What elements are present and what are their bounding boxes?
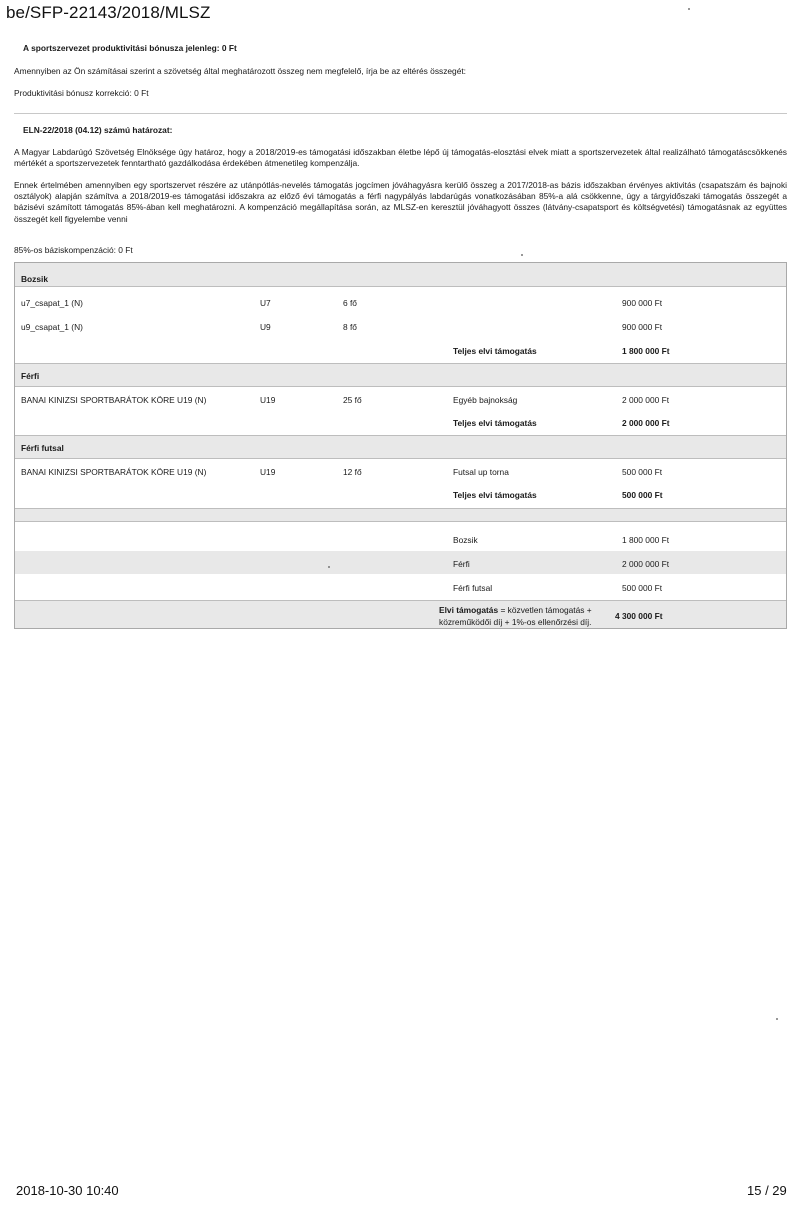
total-label: Teljes elvi támogatás [453,490,537,500]
total-amount: 2 000 000 Ft [622,418,670,428]
summary-label: Bozsik [453,535,478,545]
competition: Futsal up torna [453,467,509,477]
summary-amount: 1 800 000 Ft [622,535,670,545]
base-compensation: 85%-os báziskompenzáció: 0 Ft [14,245,133,255]
support-table [14,262,787,629]
summary-amount: 500 000 Ft [622,583,663,593]
total-label: Teljes elvi támogatás [453,346,537,356]
scan-speck [328,566,330,568]
team-name: u9_csapat_1 (N) [21,322,83,332]
group-heading: Férfi futsal [21,443,64,453]
amount: 500 000 Ft [622,467,663,477]
age-group: U19 [260,395,276,405]
resolution-paragraph-2: Ennek értelmében amennyiben egy sportszervet részére az utánpótlás-nevelés támogatás jogcímen jóváhagyásra kerülő összeg a 2017/2018-as bázis időszakban érvényes aktivitás (csapatszám és bajnoki osztályok) alapján számítva a 2018/2019-es támogatási időszakra az előző évi támogatás a férfi nagypályás labdarúgás vonatkozásában 85%-a alá csökkenne, úgy a tárgyidőszaki támogatás összegét a bázisévi számított támogatás 85%-ában kell meghatározni. A kompenzáció megállapítása során, az MLSZ-en keresztül jóváhagyott összes (látvány-csapatsport és költségvetési) támogatásnak az együttes összegét kell figyelembe venni [14,180,787,224]
player-count: 12 fő [343,467,362,477]
scan-speck [521,254,523,256]
player-count: 8 fő [343,322,357,332]
grand-total-label [439,605,609,628]
resolution-title: ELN-22/2018 (04.12) számú határozat: [23,125,173,135]
print-datetime: 2018-10-30 10:40 [16,1183,119,1198]
scan-speck [776,1018,778,1020]
summary-label: Férfi [453,559,470,569]
productivity-instruction: Amennyiben az Ön számításai szerint a szövetség által meghatározott összeg nem megfelelő, írja be az eltérés összegét: [14,66,467,76]
player-count: 6 fő [343,298,357,308]
age-group: U7 [260,298,271,308]
summary-band [15,551,786,574]
productivity-correction: Produktivitási bónusz korrekció: 0 Ft [14,88,149,98]
section-divider [14,113,787,114]
total-amount: 1 800 000 Ft [622,346,670,356]
age-group: U9 [260,322,271,332]
team-name: u7_csapat_1 (N) [21,298,83,308]
grand-total-band [15,600,786,628]
productivity-title: A sportszervezet produktivitási bónusza jelenleg: 0 Ft [23,43,237,53]
group-header-band [15,363,786,386]
competition: Egyéb bajnokság [453,395,518,405]
amount: 2 000 000 Ft [622,395,670,405]
group-heading: Férfi [21,371,40,381]
group-header-band [15,435,786,458]
total-label: Teljes elvi támogatás [453,418,537,428]
document-reference: be/SFP-22143/2018/MLSZ [6,3,211,22]
grand-total-label-rest: = közvetlen támogatás + közreműködői díj + 1%-os ellenőrzési díj. [439,605,592,627]
team-name: BANAI KINIZSI SPORTBARÁTOK KÖRE U19 (N) [21,467,207,477]
age-group: U19 [260,467,276,477]
group-header-band [15,263,786,286]
grand-total-amount: 4 300 000 Ft [615,611,663,621]
amount: 900 000 Ft [622,298,663,308]
summary-separator-band [15,508,786,521]
total-amount: 500 000 Ft [622,490,663,500]
summary-amount: 2 000 000 Ft [622,559,670,569]
amount: 900 000 Ft [622,322,663,332]
player-count: 25 fő [343,395,362,405]
resolution-paragraph-1: A Magyar Labdarúgó Szövetség Elnöksége úgy határoz, hogy a 2018/2019-es támogatási időszakban életbe lépő új támogatás-elosztási elvek miatt a sportszervezetek által realizálható támogatáscsökkenés mértékét a sportszervezetek fenntartható gazdálkodása érdekében átmenetileg kompenzálja. [14,147,787,169]
scan-speck [688,8,690,10]
group-heading: Bozsik [21,274,48,284]
page-number: 15 / 29 [747,1183,787,1198]
team-name: BANAI KINIZSI SPORTBARÁTOK KÖRE U19 (N) [21,395,207,405]
summary-label: Férfi futsal [453,583,493,593]
grand-total-label-bold: Elvi támogatás [439,605,499,615]
